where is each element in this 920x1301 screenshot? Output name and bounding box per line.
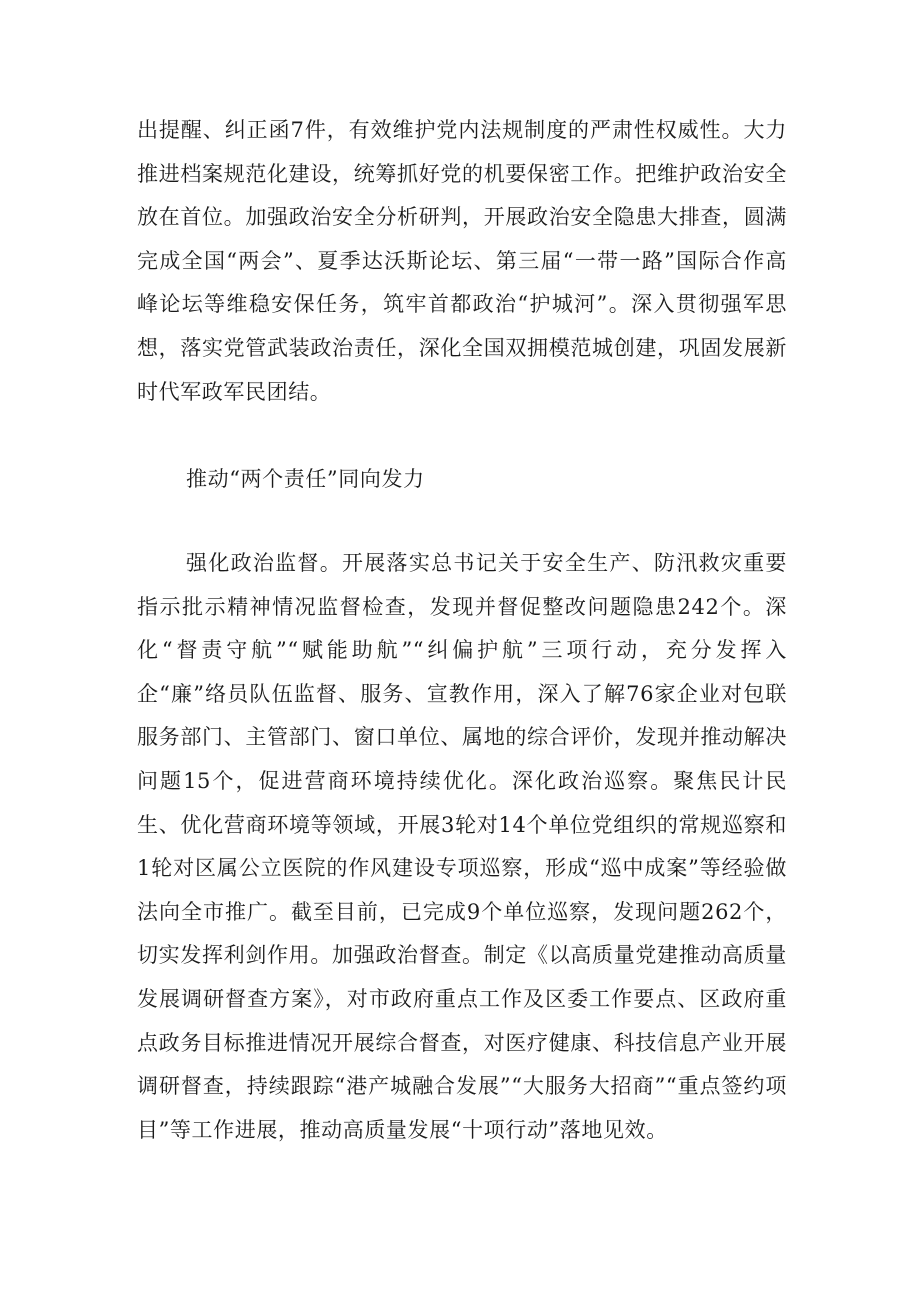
section-heading: 推动“两个责任”同向发力 [186,467,425,491]
paragraph-continued: 出提醒、纠正函7件，有效维护党内法规制度的严肃性权威性。大力推进档案规范化建设，统筹抓好党的机要保密工作。把维护政治安全放在首位。加强政治安全分析研判，开展政治安全隐患大排查，圆满完成全国“两会”、夏季达沃斯论坛、第三届“一带一路”国际合作高峰论坛等维稳安保任务，筑牢首都政治“护城河”。深入贯彻强军思想，落实党管武装政治责任，深化全国双拥模范城创建，巩固发展新时代军政军民团结。 [137,118,787,404]
paragraph-political-supervision: 强化政治监督。开展落实总书记关于安全生产、防汛救灾重要指示批示精神情况监督检查，发现并督促整改问题隐患242个。深化“督责守航”“赋能助航”“纠偏护航”三项行动，充分发挥入企“廉”络员队伍监督、服务、宣教作用，深入了解76家企业对包联服务部门、主管部门、窗口单位、属地的综合评价，发现并推动解决问题15个，促进营商环境持续优化。深化政治巡察。聚焦民计民生、优化营商环境等领域，开展3轮对14个单位党组织的常规巡察和1轮对区属公立医院的作风建设专项巡察，形成“巡中成案”等经验做法向全市推广。截至目前，已完成9个单位巡察，发现问题262个，切实发挥利剑作用。加强政治督查。制定《以高质量党建推动高质量发展调研督查方案》，对市政府重点工作及区委工作要点、区政府重点政务目标推进情况开展综合督查，对医疗健康、科技信息产业开展调研督查，持续跟踪“港产城融合发展”“大服务大招商”“重点签约项目”等工作进展，推动高质量发展“十项行动”落地见效。 [137,551,787,1142]
